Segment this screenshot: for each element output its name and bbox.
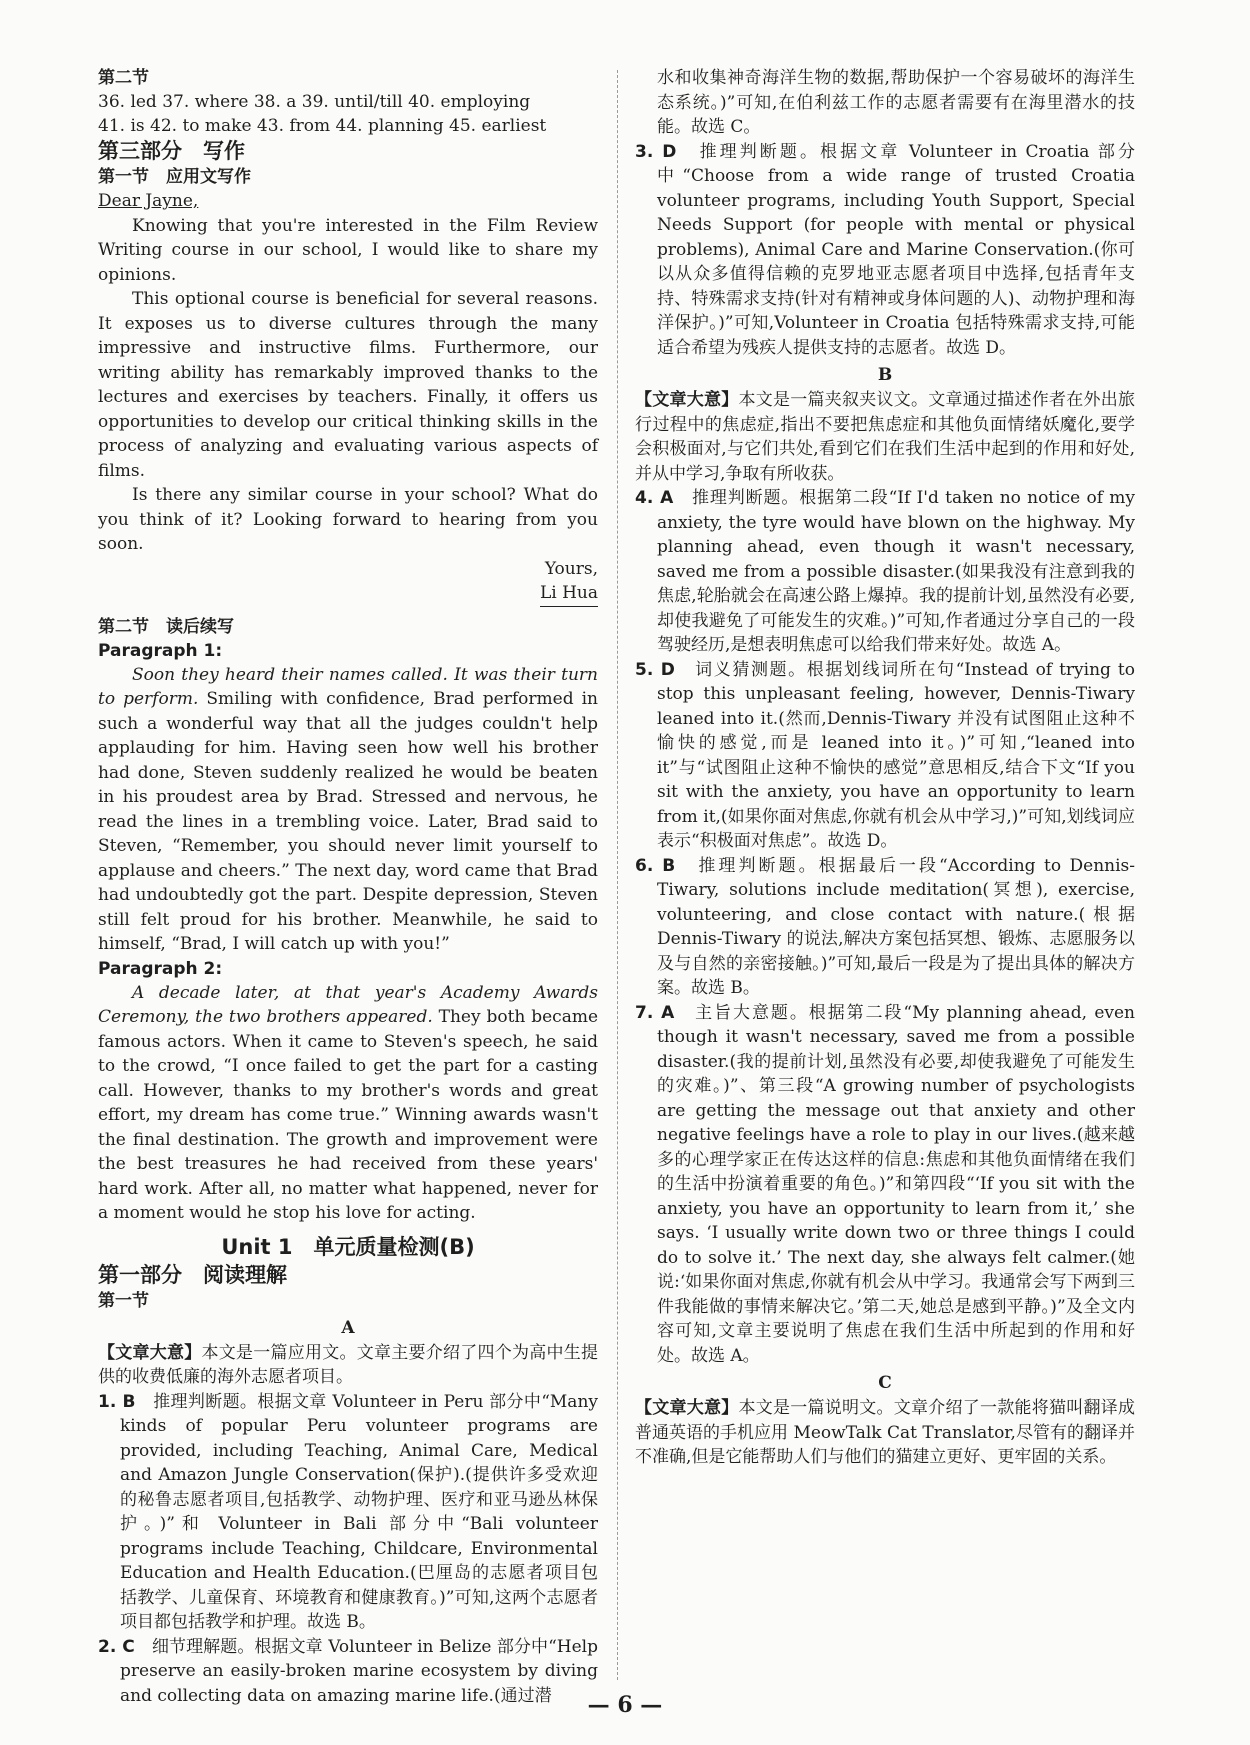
column-divider — [617, 70, 618, 1680]
passage-a-summary — [98, 1341, 598, 1390]
item-explanation: 推理判断题。根据最后一段“According to Dennis-Tiwary, solutions include meditation(冥想), exercise, volunteering, and close contact with nature.(根据 Dennis-Tiwary 的说法,解决方案包括冥想、锻炼、志愿服务以及与自然的亲密接触。)”可知,最后一段是为了提出具体的解决方案。故选 B。 — [657, 855, 1136, 998]
letter-paragraph-1: Knowing that you're interested in the Film Review Writing course in our school, I would like to share my opinions. — [98, 215, 598, 285]
summary-tag: 【文章大意】 — [635, 390, 739, 410]
item-number: 2. C — [98, 1636, 135, 1657]
answer-item-4 — [635, 486, 1135, 658]
item-explanation: 推理判断题。根据文章 Volunteer in Croatia 部分中“Choose from a wide range of trusted Croatia volunteer programs, including Youth Support, Special Needs Support (for people with mental or physical problems), Animal Care and Marine Conservation.(你可以从众多值得信赖的克罗地亚志愿者项目中选择,包括青年支持、特殊需求支持(针对有精神或身体问题的人)、动物护理和海洋保护。)”可知,Volunteer in Croatia 包括特殊需求支持,可能适合希望为残疾人提供支持的志愿者。故选 D。 — [657, 141, 1135, 358]
item-number: 1. B — [98, 1391, 136, 1412]
answer-item-7 — [635, 1001, 1135, 1369]
item-number: 4. A — [635, 488, 674, 508]
summary-text: 本文是一篇应用文。文章主要介绍了四个为高中生提供的收费低廉的海外志愿者项目。 — [98, 1342, 598, 1387]
summary-text: 本文是一篇夹叙夹议文。文章通过描述作者在外出旅行过程中的焦虑症,指出不要把焦虑症和其他负面情绪妖魔化,要学会积极面对,与它们共处,看到它们在我们生活中起到的作用和好处,并从中学习,争取有所收获。 — [635, 390, 1135, 484]
paragraph-2-body: They both became famous actors. When it came to Steven's speech, he said to the crowd, “I once failed to get the part for a casting call. However, thanks to my brother's words and great effort, my dream has come true.” Winning awards wasn't the final destination. The growth and improvement were the best treasures he had received from these years' hard work. After all, no matter what happened, never for a moment would he stop his love for acting. — [98, 1007, 599, 1223]
passage-label-b: B — [877, 365, 893, 385]
item-explanation: 细节理解题。根据文章 Volunteer in Belize 部分中“Help preserve an easily-broken marine ecosystem by diving and collecting data on amazing marine life.(通过潜 — [120, 1636, 598, 1706]
passage-c-summary — [635, 1396, 1135, 1470]
part-heading-reading: 第一部分 阅读理解 — [98, 1262, 287, 1287]
paragraph-1-label: Paragraph 1: — [98, 640, 223, 661]
paragraph-1-lead: Soon they heard their names called. It was their turn to perform. — [98, 664, 598, 709]
letter-signature: Li Hua — [540, 581, 598, 607]
summary-text: 本文是一篇说明文。文章介绍了一款能将猫叫翻译成普通英语的手机应用 MeowTalk Cat Translator,尽管有的翻译并不准确,但是它能帮助人们与他们的猫建立更好、更牢固的关系。 — [635, 1398, 1135, 1467]
continuation-paragraph-1 — [98, 663, 598, 957]
section-heading-practical-writing: 第一节 应用文写作 — [98, 167, 251, 187]
left-column — [98, 66, 598, 1708]
summary-tag: 【文章大意】 — [635, 1398, 739, 1418]
item-explanation: 主旨大意题。根据第二段“My planning ahead, even though it wasn't necessary, saved me from a possible disaster.(我的提前计划,虽然没有必要,却使我避免了可能发生的灾难。)”、第三段“A growing number of psychologists are getting the message out that anxiety and other negative feelings have a role to play in our lives.(越来越多的心理学家正在传达这样的信息:焦虑和其他负面情绪在我们的生活中扮演着重要的角色。)”和第四段“‘If you sit with the anxiety, you have an opportunity to learn from it,’ she says. ‘I usually write down two or three things I could do to solve it.’ The next day, she always felt calmer.(她说:‘如果你面对焦虑,你就有机会从中学习。我通常会写下两到三件我能做的事情来解决它。’第二天,她总是感到平静。)”及全文内容可知,文章主要说明了焦虑在我们生活中所起到的作用和好处。故选 A。 — [657, 1002, 1135, 1366]
section-heading: 第二节 — [98, 68, 149, 88]
continuation-paragraph-2 — [98, 981, 598, 1226]
answer-item-1 — [98, 1390, 598, 1635]
paragraph-2-label: Paragraph 2: — [98, 958, 223, 979]
passage-b-summary — [635, 388, 1135, 486]
letter-paragraph-2: This optional course is beneficial for several reasons. It exposes us to diverse cultures through the many impressive and instructive films. Furthermore, our writing ability has remarkably improved thanks to the lectures and exercises by teachers. Finally, it offers us opportunities to develop our critical thinking skills in the process of analyzing and evaluating various aspects of films. — [98, 289, 598, 481]
item-number: 3. D — [635, 141, 677, 162]
answer-item-3 — [635, 140, 1135, 361]
item-explanation: 推理判断题。根据文章 Volunteer in Peru 部分中“Many kinds of popular Peru volunteer programs are provided, including Teaching, Animal Care, Medical and Amazon Jungle Conservation(保护).(提供许多受欢迎的秘鲁志愿者项目,包括教学、动物护理、医疗和亚马逊丛林保护。)”和 Volunteer in Bali 部分中“Bali volunteer programs include Teaching, Childcare, Environmental Education and Health Education.(巴厘岛的志愿者项目包括教学、儿童保育、环境教育和健康教育。)”可知,这两个志愿者项目都包括教学和护理。故选 B。 — [120, 1391, 598, 1632]
section-heading-part1: 第一节 — [98, 1290, 149, 1311]
letter-paragraph-3: Is there any similar course in your school? What do you think of it? Looking forward to hearing from you soon. — [98, 485, 598, 554]
answer-item-2-continued: 水和收集神奇海洋生物的数据,帮助保护一个容易破坏的海洋生态系统。)”可知,在伯利兹工作的志愿者需要有在海里潜水的技能。故选 C。 — [657, 68, 1135, 137]
passage-label-c: C — [878, 1373, 892, 1393]
summary-tag: 【文章大意】 — [98, 1342, 202, 1363]
right-column — [635, 66, 1135, 1470]
letter-closing: Yours, — [544, 558, 598, 579]
paragraph-2-lead: A decade later, at that year's Academy Awards Ceremony, the two brothers appeared. — [98, 982, 598, 1027]
item-number: 5. D — [635, 659, 675, 680]
page-number: — 6 — — [587, 1692, 663, 1718]
letter-salutation: Dear Jayne, — [98, 191, 199, 211]
passage-label-a: A — [341, 1317, 355, 1338]
unit-title: Unit 1 单元质量检测(B) — [221, 1234, 475, 1259]
item-number: 6. B — [635, 855, 676, 876]
answer-item-6 — [635, 854, 1135, 1001]
part-heading-writing: 第三部分 写作 — [98, 139, 245, 163]
paragraph-1-body: Smiling with confidence, Brad performed in such a wonderful way that all the judges couldn't help applauding for him. Having seen how well his brother had done, Steven suddenly realized he would be beaten in his proudest area by Brad. Stressed and nervous, he read the lines in a trembling voice. Later, Brad said to Steven, “Remember, you should never limit yourself to applause and cheers.” The next day, word came that Brad had undoubtedly got the part. Despite depression, Steven still felt proud for his brother. Meanwhile, he said to himself, “Brad, I will catch up with you!” — [98, 689, 599, 954]
item-number: 7. A — [635, 1002, 675, 1023]
answer-row-41-45: 41. is 42. to make 43. from 44. planning 45. earliest — [98, 116, 547, 136]
item-explanation: 推理判断题。根据第二段“If I'd taken no notice of my anxiety, the tyre would have blown on the highway. My planning ahead, even though it wasn't necessary, saved me from a possible disaster.(如果我没有注意到我的焦虑,轮胎就会在高速公路上爆掉。我的提前计划,虽然没有必要,却使我避免了可能发生的灾难。)”可知,作者通过分享自己的一段驾驶经历,是想表明焦虑可以给我们带来好处。故选 A。 — [657, 488, 1135, 655]
section-heading-continuation-writing: 第二节 读后续写 — [98, 616, 234, 637]
answer-row-36-40: 36. led 37. where 38. a 39. until/till 40. employing — [98, 92, 531, 112]
item-explanation: 词义猜测题。根据划线词所在句“Instead of trying to stop this unpleasant feeling, however, Dennis-Tiwary leaned into it.(然而,Dennis-Tiwary 并没有试图阻止这种不愉快的感觉,而是 leaned into it。)”可知,“leaned into it”与“试图阻止这种不愉快的感觉”意思相反,结合下文“If you sit with the anxiety, you have an opportunity to learn from it,(如果你面对焦虑,你就有机会从中学习,)”可知,划线词应表示“积极面对焦虑”。故选 D。 — [657, 659, 1136, 851]
answer-item-5 — [635, 658, 1135, 854]
